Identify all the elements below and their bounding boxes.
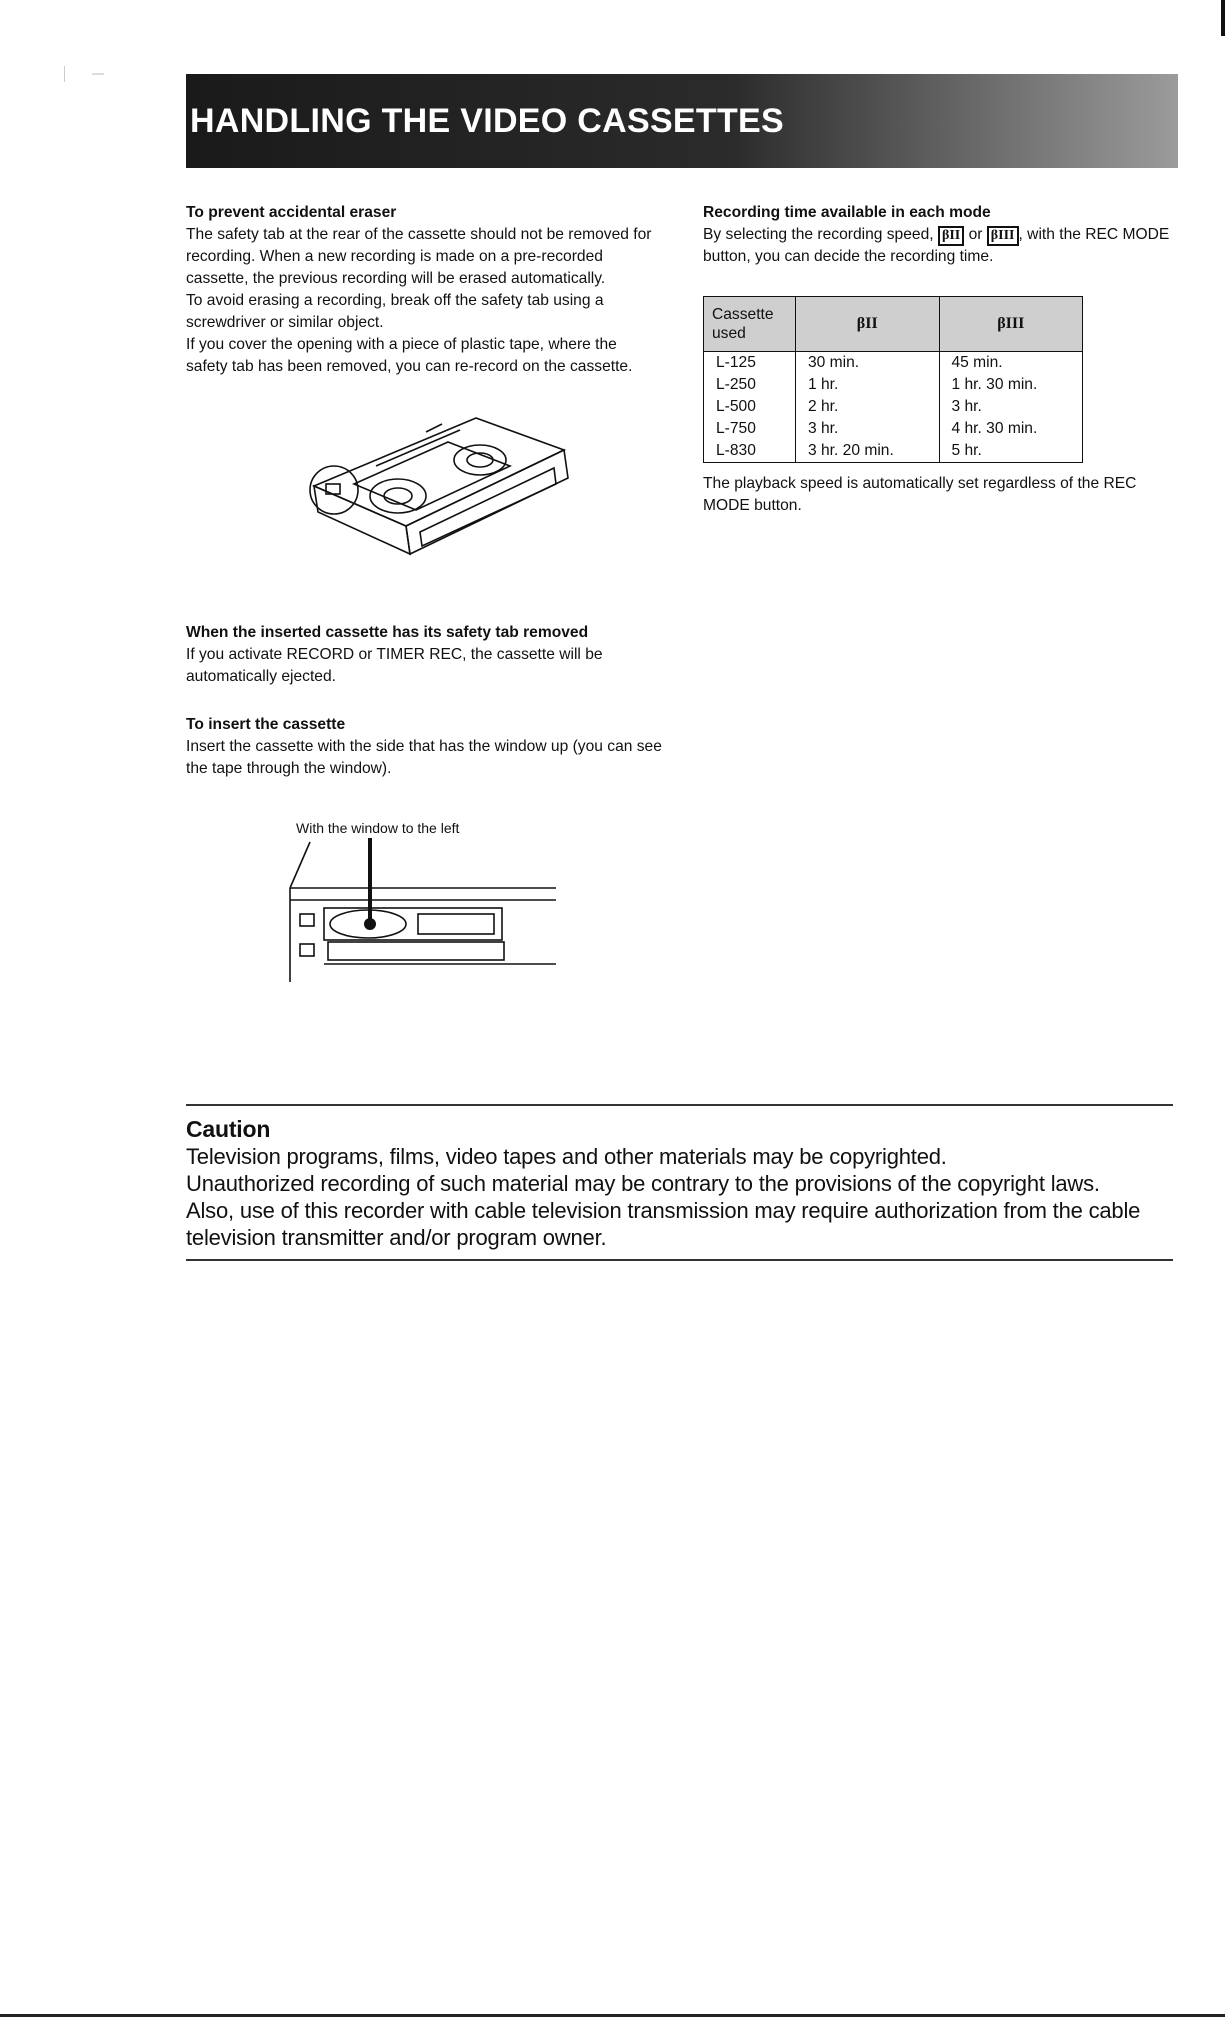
table-cell: L-830 — [704, 440, 796, 463]
paragraph: Insert the cassette with the side that has the window up (you can see the tape through the window). — [186, 738, 662, 777]
table-cell: 1 hr. — [796, 374, 940, 396]
speed-biii-icon: βIII — [987, 226, 1019, 246]
paragraph: To avoid erasing a recording, break off the safety tab using a screwdriver or similar object. — [186, 292, 604, 331]
table-row — [704, 352, 1083, 375]
caution-paragraph: Television programs, films, video tapes and other materials may be copyrighted. — [186, 1144, 947, 1169]
right-column — [703, 202, 1178, 517]
section-heading: To prevent accidental eraser — [186, 204, 397, 221]
table-cell: 3 hr. — [796, 418, 940, 440]
vcr-insert-illustration — [286, 838, 566, 986]
table-cell: 2 hr. — [796, 396, 940, 418]
margin-marks — [64, 64, 104, 84]
section-heading: When the inserted cassette has its safety tab removed — [186, 624, 589, 641]
playback-note: The playback speed is automatically set regardless of the REC MODE button. — [703, 475, 1137, 514]
left-column — [186, 202, 662, 780]
table-header-row — [704, 297, 1083, 352]
table-cell: L-125 — [704, 352, 796, 375]
figure-caption: With the window to the left — [296, 820, 460, 836]
table-cell: 3 hr. 20 min. — [796, 440, 940, 463]
table-cell: L-500 — [704, 396, 796, 418]
title-banner — [186, 74, 1178, 168]
table-row — [704, 440, 1083, 463]
section-safety-tab — [186, 202, 662, 378]
recording-time-table — [703, 296, 1083, 463]
intro-text: , with the REC MODE button, you can decide the recording time. — [703, 226, 1170, 265]
table-row — [704, 418, 1083, 440]
speed-bii-icon: βII — [938, 226, 964, 246]
table-cell: 45 min. — [939, 352, 1083, 375]
table-row — [704, 374, 1083, 396]
page-title: HANDLING THE VIDEO CASSETTES — [190, 101, 785, 140]
table-cell: L-750 — [704, 418, 796, 440]
table-cell: L-250 — [704, 374, 796, 396]
recording-intro — [703, 224, 1178, 268]
intro-or: or — [968, 226, 983, 243]
caution-box — [186, 1104, 1173, 1261]
table-row — [704, 396, 1083, 418]
paragraph: The safety tab at the rear of the cassette should not be removed for recording. When a new recording is made on a pre-recorded cassette, the previous recording will be erased automatically. — [186, 226, 652, 287]
section-heading: Recording time available in each mode — [703, 204, 991, 221]
caution-title: Caution — [186, 1116, 271, 1142]
column-header-bii: βII — [796, 297, 940, 352]
caution-paragraph: Unauthorized recording of such material may be contrary to the provisions of the copyright laws. — [186, 1171, 1100, 1196]
page-edge-mark — [1221, 0, 1225, 36]
table-cell: 3 hr. — [939, 396, 1083, 418]
column-header-cassette: Cassette used — [704, 297, 796, 352]
table-cell: 30 min. — [796, 352, 940, 375]
section-heading: To insert the cassette — [186, 716, 346, 733]
caution-paragraph: Also, use of this recorder with cable television transmission may require authorization from the cable television transmitter and/or program owner. — [186, 1198, 1141, 1250]
intro-text: By selecting the recording speed, — [703, 226, 934, 243]
paragraph: If you activate RECORD or TIMER REC, the cassette will be automatically ejected. — [186, 646, 603, 685]
cassette-illustration — [186, 386, 662, 596]
section-tab-removed — [186, 622, 662, 688]
table-cell: 5 hr. — [939, 440, 1083, 463]
table-cell: 1 hr. 30 min. — [939, 374, 1083, 396]
paragraph: If you cover the opening with a piece of plastic tape, where the safety tab has been removed, you can re-record on the cassette. — [186, 336, 633, 375]
section-insert-cassette — [186, 714, 662, 780]
column-header-biii: βIII — [939, 297, 1083, 352]
table-cell: 4 hr. 30 min. — [939, 418, 1083, 440]
